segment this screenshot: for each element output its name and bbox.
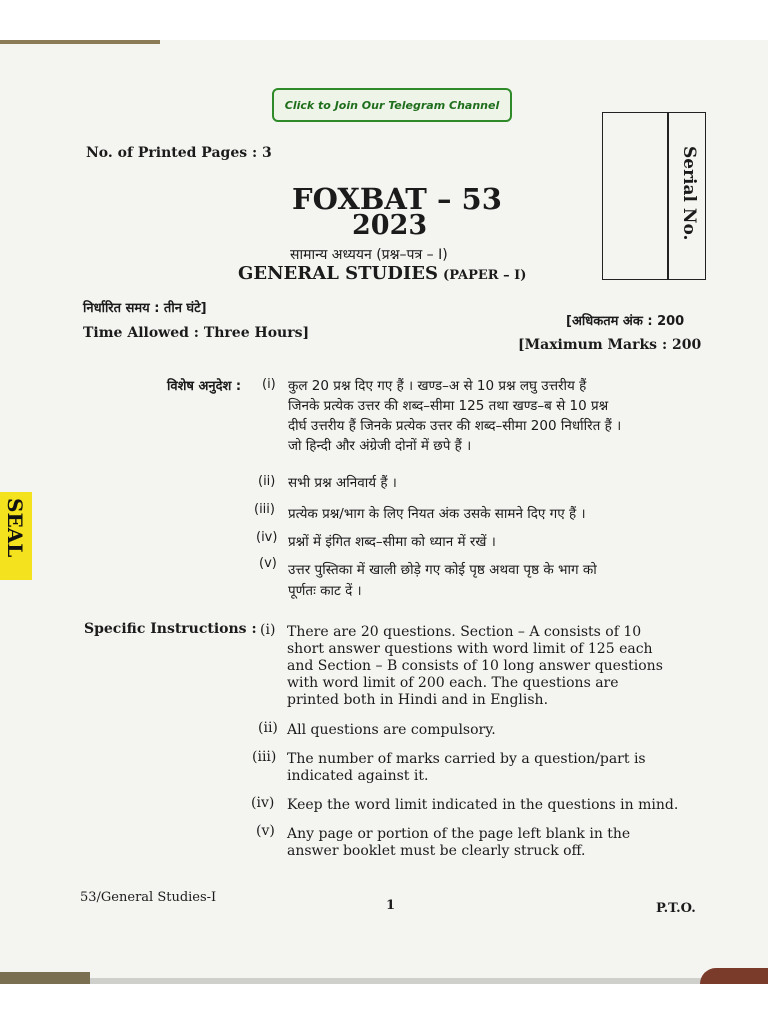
english-line: answer booklet must be clearly struck off. xyxy=(287,843,586,859)
exam-year: 2023 xyxy=(352,210,428,241)
paper-edge-shadow xyxy=(0,40,160,44)
paper-number: (PAPER – I) xyxy=(443,268,527,283)
english-instruction-item xyxy=(287,826,630,860)
english-line: Any page or portion of the page left blank in the xyxy=(287,826,631,842)
hindi-instruction-item xyxy=(288,376,621,456)
hindi-line: पूर्णतः काट दें । xyxy=(288,583,362,599)
english-item-number: (i) xyxy=(260,622,276,638)
page-number: 1 xyxy=(386,898,396,913)
english-line: and Section – B consists of 10 long answer questions xyxy=(287,658,663,674)
english-line: printed both in Hindi and in English. xyxy=(287,692,549,708)
english-instruction-item: All questions are compulsory. xyxy=(287,722,496,738)
hindi-line: उत्तर पुस्तिका में खाली छोड़े गए कोई पृष्ठ अथवा पृष्ठ के भाग को xyxy=(288,562,597,578)
hindi-instruction-item xyxy=(288,560,597,602)
footer-subject-code: 53/General Studies-I xyxy=(80,890,217,905)
english-item-number: (v) xyxy=(256,823,275,839)
english-item-number: (iv) xyxy=(251,795,275,811)
subject-title xyxy=(238,263,526,284)
english-line: The number of marks carried by a question/part is xyxy=(287,751,646,767)
subject-english: GENERAL STUDIES xyxy=(238,263,438,284)
hindi-item-number: (i) xyxy=(262,377,276,392)
hindi-instructions-heading: विशेष अनुदेश : xyxy=(167,379,242,394)
telegram-join-button[interactable]: Click to Join Our Telegram Channel xyxy=(272,88,512,122)
hindi-item-number: (iv) xyxy=(256,530,278,545)
maximum-marks-hindi: [अधिकतम अंक : 200 xyxy=(566,314,685,329)
hindi-instruction-item: सभी प्रश्न अनिवार्य हैं । xyxy=(288,475,397,491)
english-item-number: (iii) xyxy=(252,749,277,765)
seal-label: SEAL xyxy=(3,498,27,558)
paper-corner-shadow xyxy=(0,972,90,984)
hindi-item-number: (ii) xyxy=(258,474,276,489)
english-line: indicated against it. xyxy=(287,768,429,784)
maximum-marks-english: [Maximum Marks : 200 xyxy=(518,337,702,353)
english-line: short answer questions with word limit of 125 each xyxy=(287,641,653,657)
english-instruction-item xyxy=(287,624,663,709)
hindi-item-number: (iii) xyxy=(254,502,275,517)
english-instruction-item xyxy=(287,751,646,785)
english-instruction-item: Keep the word limit indicated in the questions in mind. xyxy=(287,797,679,813)
subject-hindi: सामान्य अध्ययन (प्रश्न–पत्र – I) xyxy=(290,247,448,263)
hindi-line: कुल 20 प्रश्न दिए गए हैं । खण्ड–अ से 10 प्रश्न लघु उत्तरीय हैं xyxy=(288,378,587,394)
paper-bottom-edge xyxy=(0,978,768,984)
time-allowed-english: Time Allowed : Three Hours] xyxy=(83,325,310,341)
english-line: There are 20 questions. Section – A consists of 10 xyxy=(287,624,642,640)
please-turn-over: P.T.O. xyxy=(656,901,696,916)
seal-sticker xyxy=(0,492,32,580)
hindi-instruction-item: प्रत्येक प्रश्न/भाग के लिए नियत अंक उसके सामने दिए गए हैं । xyxy=(288,506,586,522)
hindi-line: जो हिन्दी और अंग्रेजी दोनों में छपे हैं । xyxy=(288,438,472,454)
hindi-instruction-item: प्रश्नों में इंगित शब्द–सीमा को ध्यान में रखें । xyxy=(288,534,496,550)
exam-code: FOXBAT – 53 xyxy=(292,182,502,216)
english-instructions-heading: Specific Instructions : xyxy=(84,621,257,637)
hindi-line: दीर्घ उत्तरीय हैं जिनके प्रत्येक उत्तर की शब्द–सीमा 200 निर्धारित हैं । xyxy=(288,418,622,434)
serial-number-label: Serial No. xyxy=(679,146,699,241)
hindi-item-number: (v) xyxy=(259,556,277,571)
english-line: with word limit of 200 each. The questions are xyxy=(287,675,619,691)
time-allowed-hindi: निर्धारित समय : तीन घंटे] xyxy=(83,301,207,316)
printed-pages: No. of Printed Pages : 3 xyxy=(86,145,272,161)
paper-corner-shadow-right xyxy=(700,968,768,984)
hindi-line: जिनके प्रत्येक उत्तर की शब्द–सीमा 125 तथा खण्ड–ब से 10 प्रश्न xyxy=(288,398,609,414)
english-item-number: (ii) xyxy=(258,720,278,736)
